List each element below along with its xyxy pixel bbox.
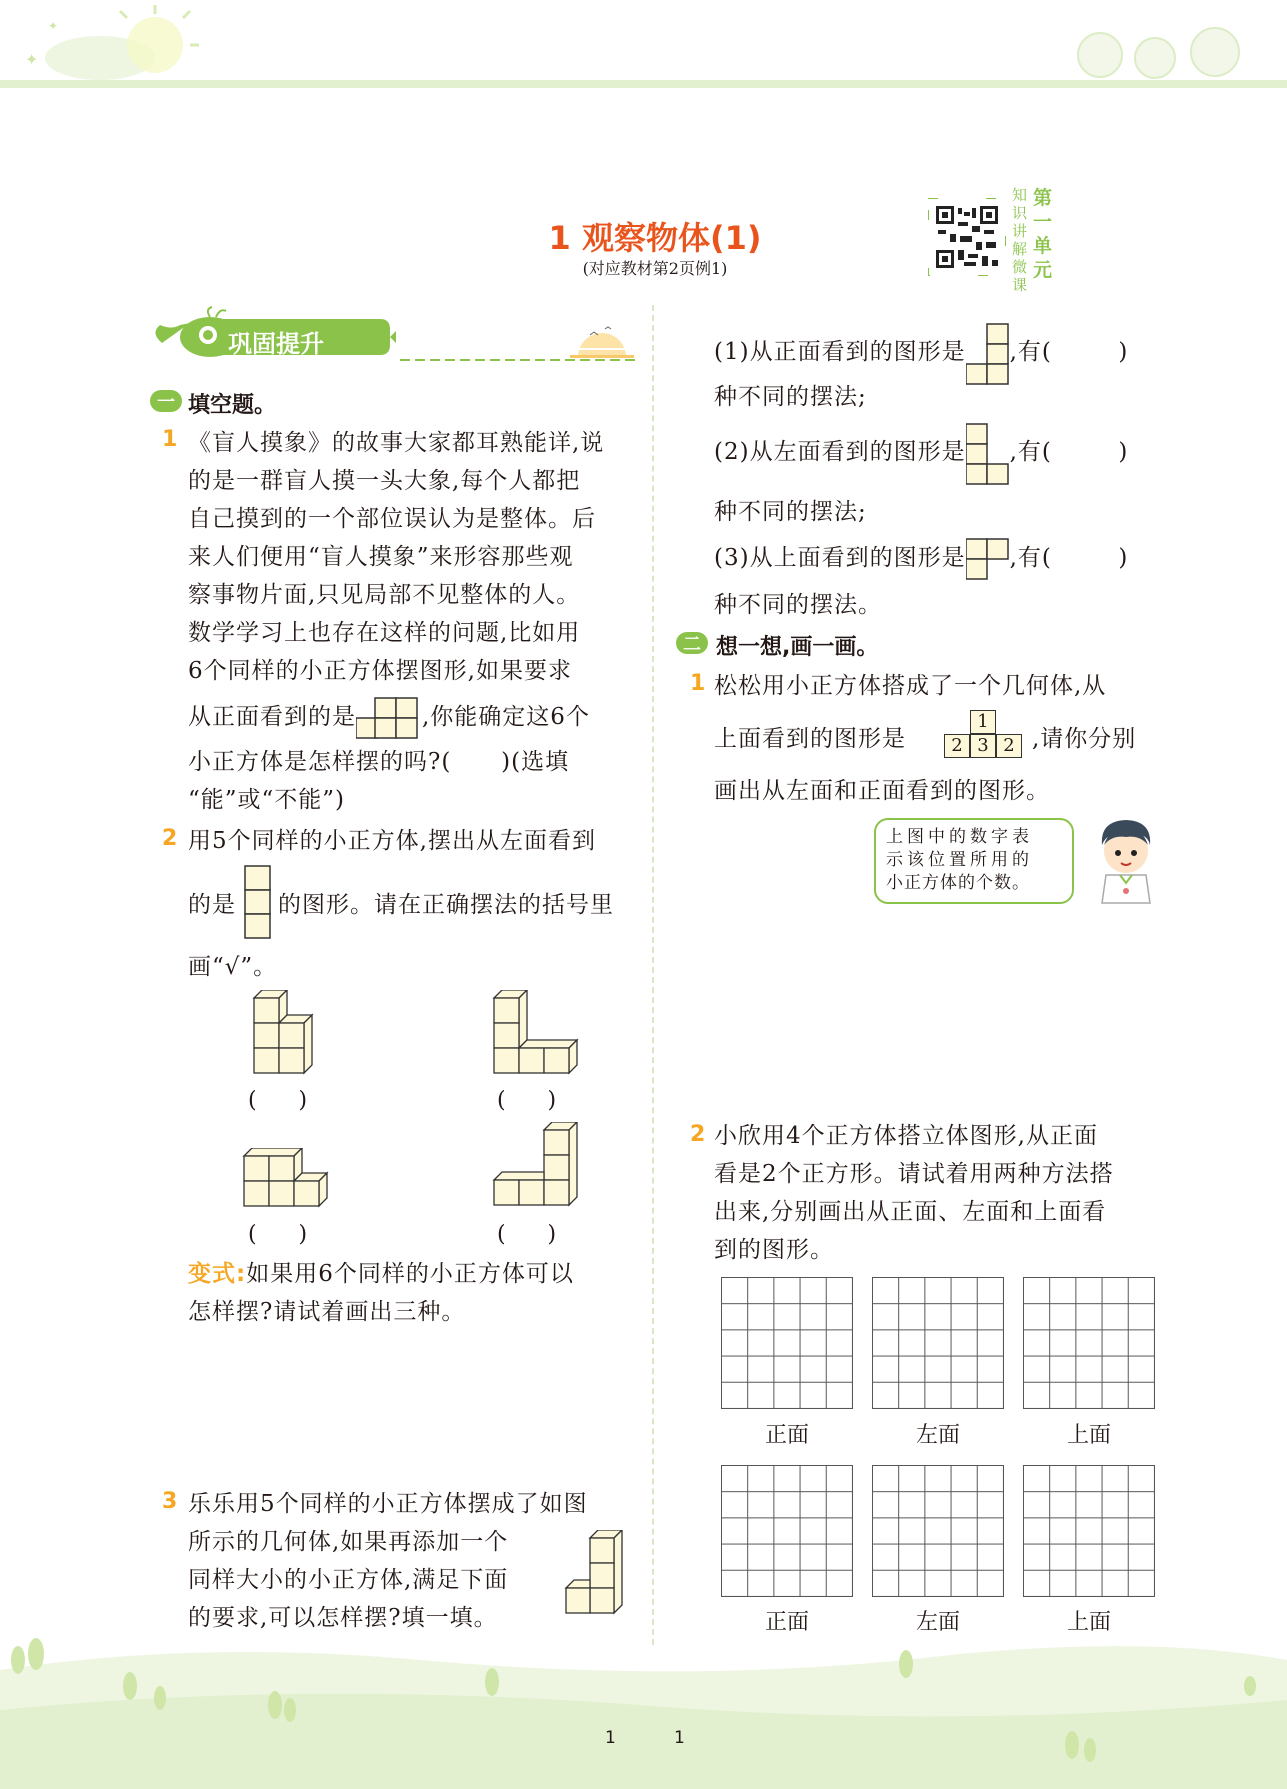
q1-line9: 小正方体是怎样摆的吗?( )(选填 xyxy=(188,749,570,775)
q1-line10: “能”或“不能”) xyxy=(188,787,346,813)
q3-cube-figure xyxy=(556,1530,632,1626)
p2-after: ,有( ) xyxy=(1009,439,1129,465)
q2-option-a-paren[interactable]: ( ) xyxy=(248,1088,308,1113)
column-divider xyxy=(652,305,654,1645)
q1-line: 自己摸到的一个部位误认为是整体。后 xyxy=(188,506,596,532)
s2-q2-number: 2 xyxy=(690,1122,706,1147)
section-banner-title: 巩固提升 xyxy=(228,330,324,358)
q1-line: 的是一群盲人摸一头大象,每个人都把 xyxy=(188,468,581,494)
section1-title: 填空题。 xyxy=(188,393,277,418)
hint-line: 上图中的数字表 xyxy=(886,827,1033,847)
front-view-shape xyxy=(356,697,422,739)
s2-q2-line: 出来,分别画出从正面、左面和上面看 xyxy=(714,1199,1107,1225)
s2-q2-text xyxy=(714,1117,1184,1269)
drawing-grid-left-2[interactable] xyxy=(872,1465,1004,1597)
top-view-cell: 2 xyxy=(996,734,1022,758)
s2-q1-number: 1 xyxy=(690,671,706,696)
q1-line: 数学学习上也存在这样的问题,比如用 xyxy=(188,620,581,646)
s2-q1-line2-before: 上面看到的图形是 xyxy=(714,726,906,752)
svg-text:✦: ✦ xyxy=(25,50,39,69)
p1-figure xyxy=(966,323,1010,383)
q2-variant-line2: 怎样摆?请试着画出三种。 xyxy=(188,1299,466,1325)
q2-line2-before: 的是 xyxy=(188,892,236,918)
grid-label: 正面 xyxy=(764,1423,809,1448)
p3-after: ,有( ) xyxy=(1009,545,1129,571)
q1-line: 来人们便用“盲人摸象”来形容那些观 xyxy=(188,544,574,570)
p1-after: ,有( ) xyxy=(1009,339,1129,365)
section2-title: 想一想,画一画。 xyxy=(716,635,879,660)
p2-figure xyxy=(966,423,1010,483)
page-number-right: 1 xyxy=(674,1728,685,1748)
s2-q1-line3: 画出从左面和正面看到的图形。 xyxy=(714,778,1050,804)
q1-number: 1 xyxy=(162,427,178,452)
q2-option-b-paren[interactable]: ( ) xyxy=(497,1088,557,1113)
grid-label: 上面 xyxy=(1066,1610,1111,1635)
page-number-left: 1 xyxy=(605,1728,616,1748)
p1-tail: 种不同的摆法; xyxy=(714,384,867,410)
header-decoration xyxy=(0,0,1287,100)
svg-text:✦: ✦ xyxy=(48,19,59,33)
grid-label: 上面 xyxy=(1066,1423,1111,1448)
section2-badge-text: 二 xyxy=(683,634,701,655)
p1-front-shape xyxy=(966,323,1010,385)
q1-line: 6个同样的小正方体摆图形,如果要求 xyxy=(188,658,572,684)
q1-line8-before: 从正面看到的是 xyxy=(188,704,356,730)
q2-line1: 用5个同样的小正方体,摆出从左面看到 xyxy=(188,828,596,854)
q3-line: 乐乐用5个同样的小正方体摆成了如图 xyxy=(188,1491,588,1517)
top-view-cell: 1 xyxy=(970,710,996,734)
q1-line: 《盲人摸象》的故事大家都耳熟能详,说 xyxy=(188,430,605,456)
q2-variant xyxy=(188,1255,648,1293)
q2-left-view-shape xyxy=(244,865,272,943)
q2-option-c-cubes xyxy=(240,1148,335,1218)
s2-q2-line: 小欣用4个正方体搭立体图形,从正面 xyxy=(714,1123,1098,1149)
p2-left-shape xyxy=(966,423,1010,485)
p2-line xyxy=(714,423,1184,483)
grid-label: 左面 xyxy=(915,1423,960,1448)
lesson-subtitle: (对应教材第2页例1) xyxy=(582,259,728,278)
grid-label: 左面 xyxy=(915,1610,960,1635)
hint-line: 示该位置所用的 xyxy=(886,850,1033,870)
q2-number: 2 xyxy=(162,826,178,851)
boy-illustration xyxy=(1090,815,1162,907)
top-view-cell: 3 xyxy=(970,734,996,758)
q2-option-d-cubes xyxy=(490,1122,590,1218)
p3-tail: 种不同的摆法。 xyxy=(714,592,882,618)
q1-line8 xyxy=(188,697,648,739)
drawing-grid-left-1[interactable] xyxy=(872,1277,1004,1409)
drawing-grid-front-1[interactable] xyxy=(721,1277,853,1409)
top-view-cell: 2 xyxy=(944,734,970,758)
drawing-grid-front-2[interactable] xyxy=(721,1465,853,1597)
qr-caption: 知识讲解微课 xyxy=(1012,186,1028,294)
p1-line xyxy=(714,323,1184,383)
p2-before: (2)从左面看到的图形是 xyxy=(714,439,966,465)
grid-label: 正面 xyxy=(764,1610,809,1635)
q1-text xyxy=(188,424,638,690)
q1-front-view-figure xyxy=(356,697,422,739)
qr-code-icon xyxy=(928,198,1006,276)
q3-line: 的要求,可以怎样摆?填一填。 xyxy=(188,1605,498,1631)
p3-top-shape xyxy=(966,538,1010,580)
s2-q1-line1: 松松用小正方体搭成了一个几何体,从 xyxy=(714,673,1107,699)
p3-line xyxy=(714,538,1184,580)
q2-option-b-cubes xyxy=(490,990,590,1082)
q1-line8-after: ,你能确定这6个 xyxy=(422,704,590,730)
q1-line: 察事物片面,只见局部不见整体的人。 xyxy=(188,582,581,608)
q2-line3: 画“√”。 xyxy=(188,954,278,980)
p3-before: (3)从上面看到的图形是 xyxy=(714,545,966,571)
p1-before: (1)从正面看到的图形是 xyxy=(714,339,966,365)
q2-option-a-cubes xyxy=(250,990,320,1082)
drawing-grid-top-2[interactable] xyxy=(1023,1465,1155,1597)
drawing-grid-top-1[interactable] xyxy=(1023,1277,1155,1409)
q3-number: 3 xyxy=(162,1489,178,1514)
q2-option-c-paren[interactable]: ( ) xyxy=(248,1222,308,1247)
qr-code[interactable] xyxy=(928,198,1006,276)
footer-landscape xyxy=(0,1630,1287,1789)
q2-option-d-paren[interactable]: ( ) xyxy=(497,1222,557,1247)
p2-tail: 种不同的摆法; xyxy=(714,499,867,525)
s2-q1-line2-after: ,请你分别 xyxy=(1032,726,1137,752)
p3-figure xyxy=(966,538,1010,580)
hint-line: 小正方体的个数。 xyxy=(886,873,1030,893)
q3-line: 同样大小的小正方体,满足下面 xyxy=(188,1567,509,1593)
lesson-title: 1 观察物体(1) xyxy=(548,219,762,257)
section-banner-graphic xyxy=(150,305,635,365)
unit-label: 第一单元 xyxy=(1033,187,1053,281)
variant-label: 变式: xyxy=(188,1261,247,1287)
q2-line2-after: 的图形。请在正确摆法的括号里 xyxy=(278,892,614,918)
s2-q2-line: 看是2个正方形。请试着用两种方法搭 xyxy=(714,1161,1114,1187)
variant-line1: 如果用6个同样的小正方体可以 xyxy=(246,1261,574,1287)
q3-line: 所示的几何体,如果再添加一个 xyxy=(188,1529,509,1555)
hint-bubble xyxy=(874,818,1074,904)
s2-q2-line: 到的图形。 xyxy=(714,1237,834,1263)
section1-badge-text: 一 xyxy=(157,392,175,413)
